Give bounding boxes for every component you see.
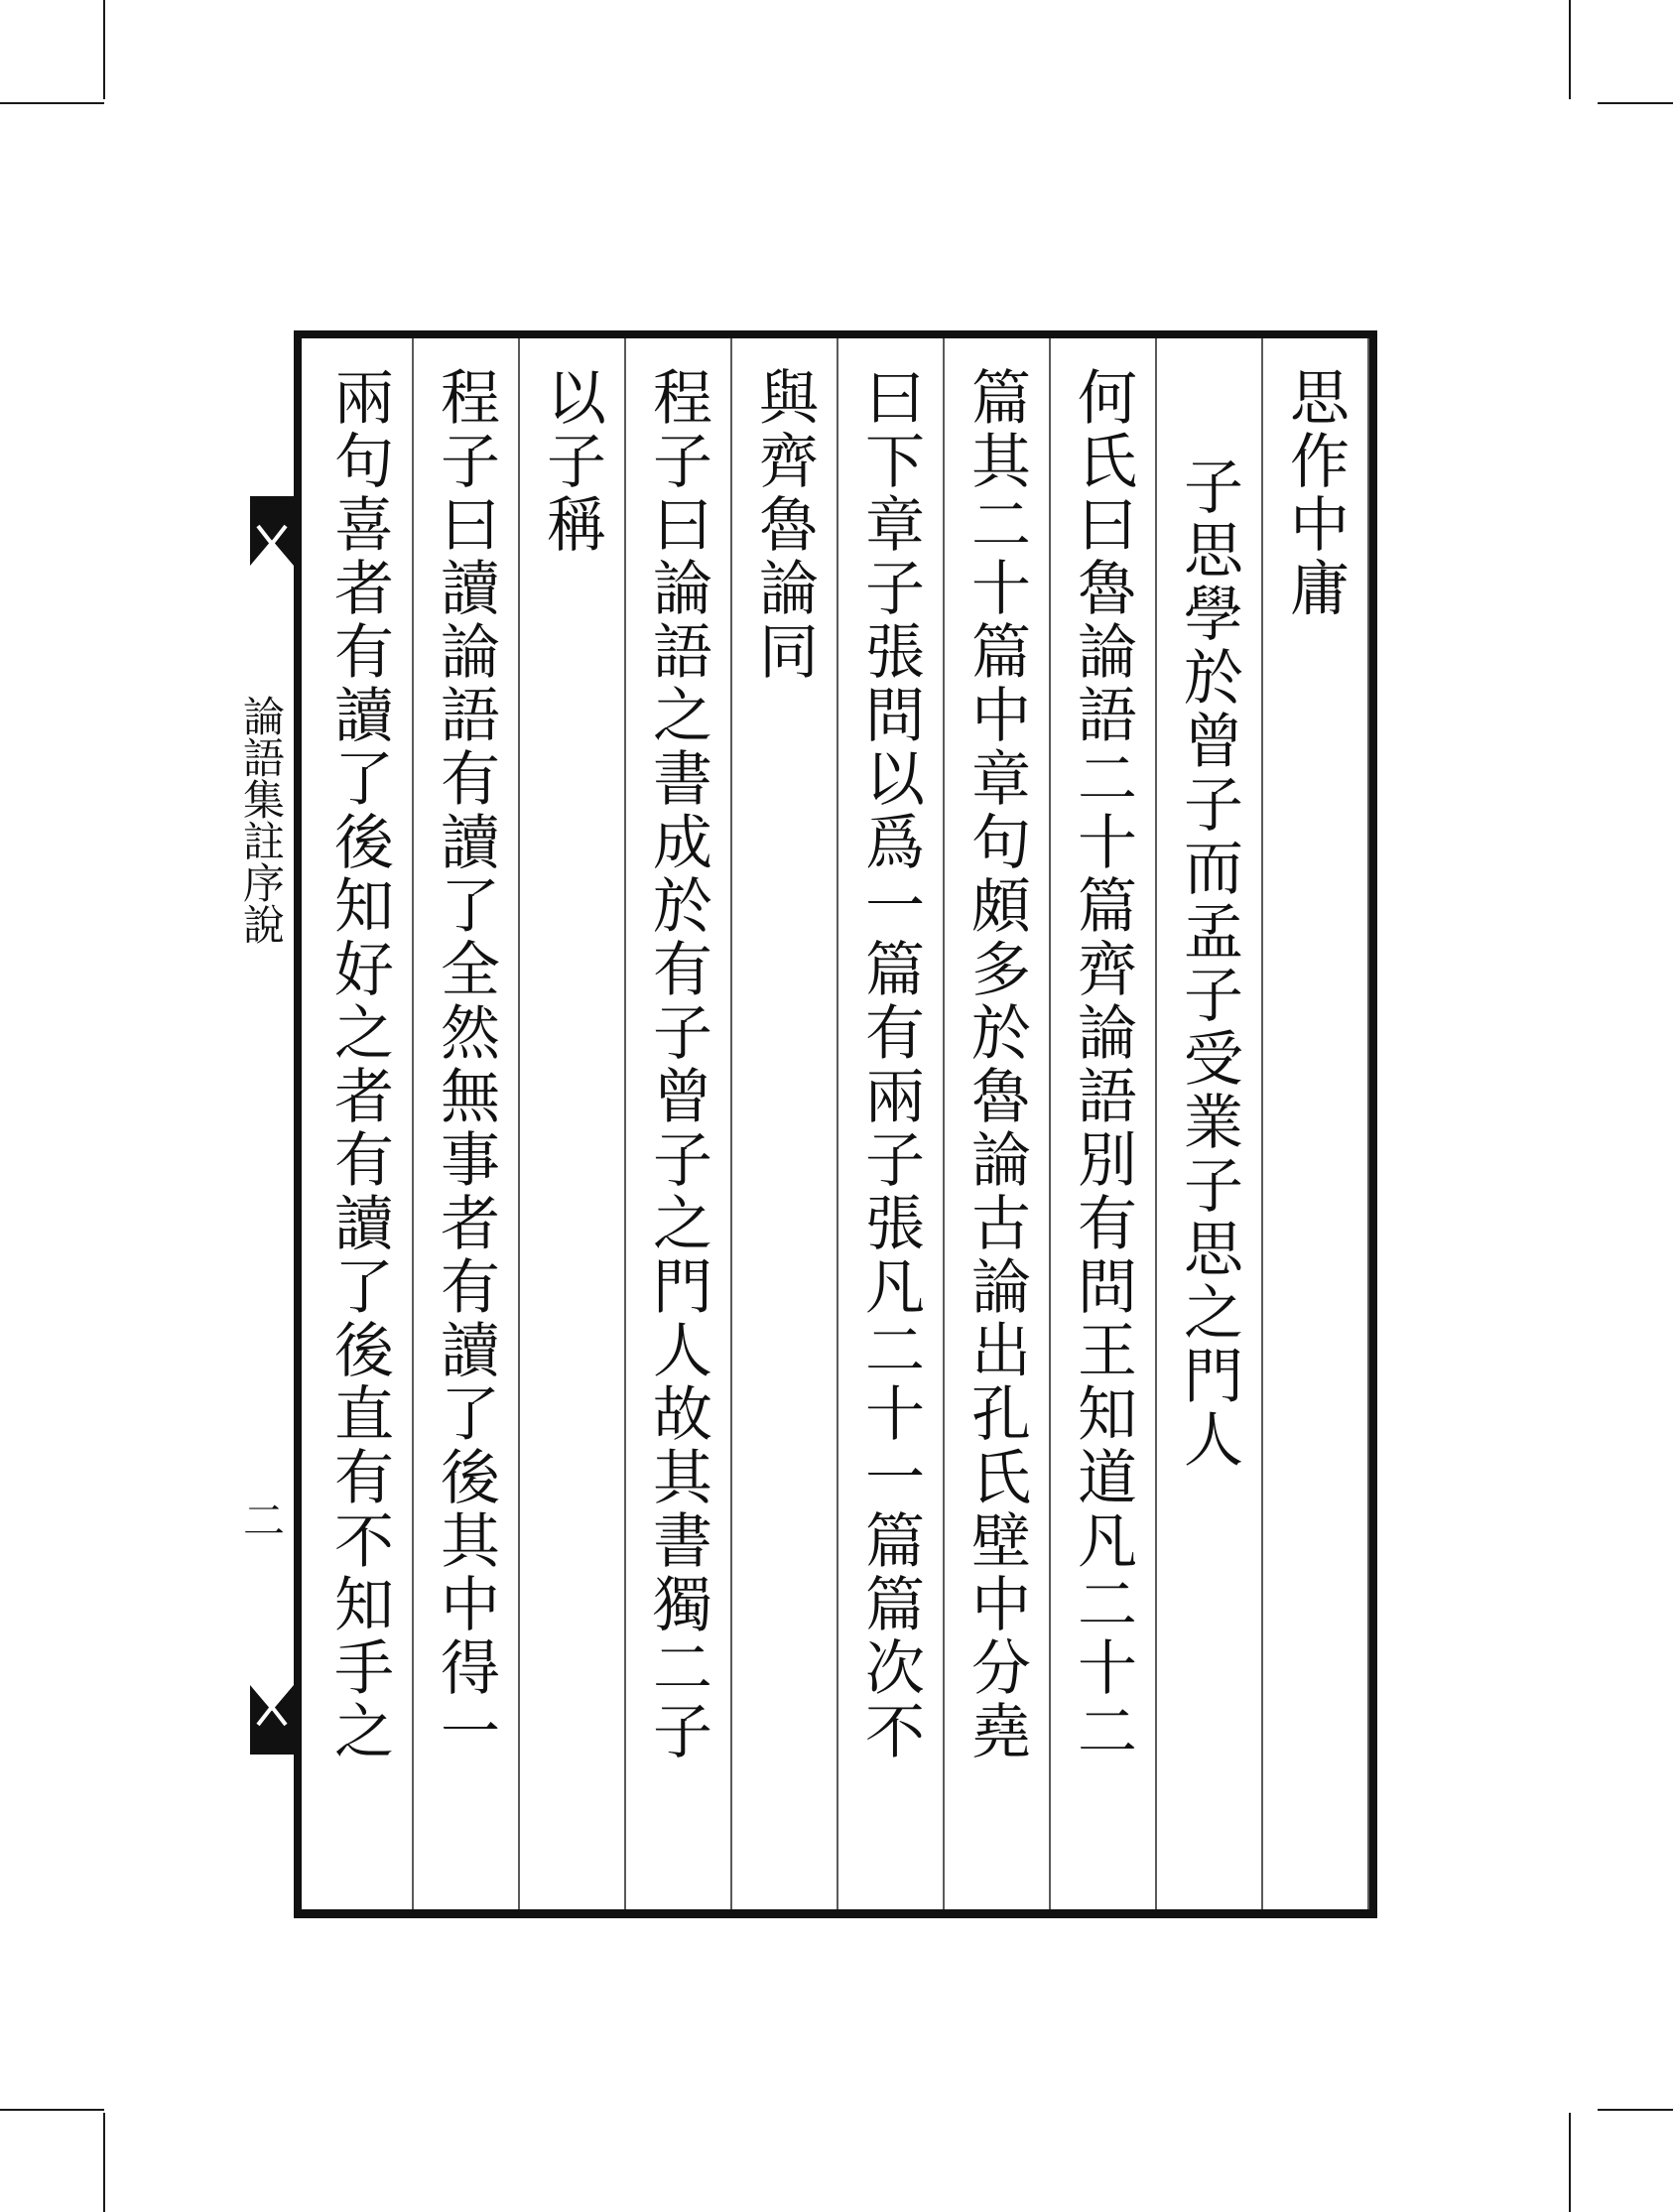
column-text: 兩句喜者有讀了後知好之者有讀了後直有不知手之 [324, 366, 394, 1763]
column-text: 子思學於曾子而孟子受業子思之門人 [1174, 455, 1243, 1472]
crop-mark [1569, 2113, 1571, 2212]
crop-mark [1598, 2109, 1673, 2111]
column-text: 篇其二十篇中章句頗多於魯論古論出孔氏壁中分堯 [962, 366, 1031, 1763]
text-column [839, 338, 945, 1909]
column-text: 程子曰讀論語有讀了全然無事者有讀了後其中得一 [431, 366, 500, 1763]
crop-mark [103, 2113, 105, 2212]
column-text: 以子稱 [537, 366, 606, 557]
column-text: 與齊魯論同 [749, 366, 819, 684]
column-text: 曰下章子張問以爲一篇有兩子張凡二十一篇篇次不 [855, 366, 925, 1763]
crop-mark [0, 2109, 104, 2111]
text-column [1158, 338, 1263, 1909]
column-text: 程子曰論語之書成於有子曾子之門人故其書獨二子 [643, 366, 712, 1763]
crop-mark [103, 0, 105, 99]
text-column [946, 338, 1051, 1909]
text-frame [294, 330, 1377, 1918]
fishtail-ornament-top [250, 496, 294, 584]
book-title: 論語集註序說 [237, 695, 286, 945]
text-column [302, 338, 414, 1909]
column-text: 何氏曰魯論語二十篇齊論語別有問王知道凡二十二 [1068, 366, 1137, 1763]
page-number: 二 [237, 1498, 286, 1546]
text-column [1264, 338, 1369, 1909]
text-column [1052, 338, 1157, 1909]
text-column [627, 338, 732, 1909]
text-column [521, 338, 626, 1909]
fishtail-ornament-bottom [250, 1667, 294, 1755]
column-text: 思作中庸 [1280, 366, 1350, 620]
text-column [733, 338, 838, 1909]
crop-mark [1569, 0, 1571, 99]
text-column [415, 338, 520, 1909]
crop-mark [1598, 102, 1673, 104]
crop-mark [0, 102, 104, 104]
